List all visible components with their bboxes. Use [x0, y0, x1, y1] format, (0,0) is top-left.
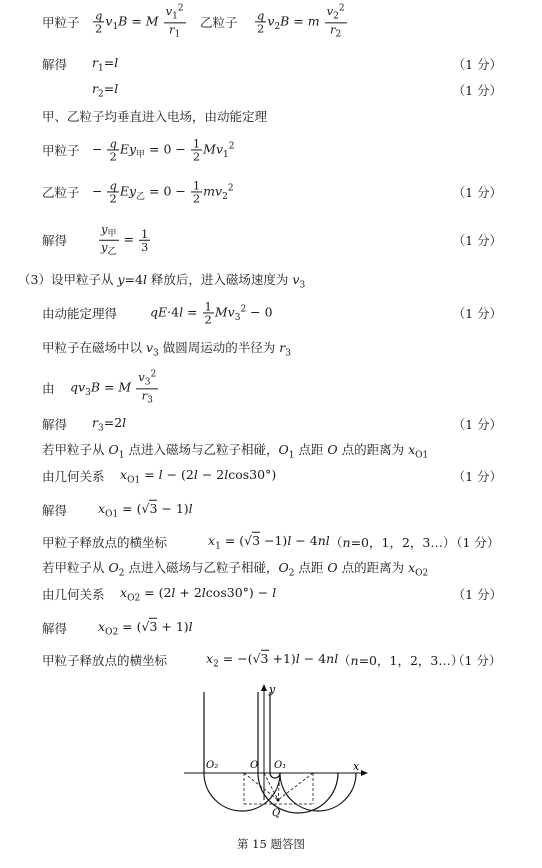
expr-x1: $x_1 = (√3 -1)l - 4nl$ [208, 532, 330, 552]
text-line-4 [0, 106, 542, 126]
eq-line-14 [0, 466, 542, 486]
label-jiede: 解得 [42, 503, 68, 518]
expr-r1: $r_1=l$ [92, 54, 119, 74]
figure-caption: 第 15 题答图 [237, 837, 305, 851]
cond-n: （n=0，1，2，3…） [330, 535, 456, 550]
eq-line-15 [0, 500, 542, 520]
label-o: O [250, 760, 259, 771]
x-arrow [361, 770, 368, 776]
expr-energy-v3: qE·4l = $\frac{1}{2}$ $Mv_3^2 - 0$ [150, 299, 273, 327]
expr-xo1: $x_{O1} = (√3 - 1)l$ [98, 500, 193, 520]
text-line-10 [0, 338, 542, 358]
label-o2: O₂ [206, 760, 219, 771]
dashed-line [264, 773, 278, 800]
text-line-13 [0, 440, 542, 460]
label-jihe: 由几何关系 [42, 469, 105, 484]
cond-n: （n=0，1，2，3…） [338, 653, 464, 668]
score: （1 分） [452, 469, 502, 484]
point-q [277, 799, 280, 802]
eq-line-11 [0, 369, 542, 406]
eq-line-16 [0, 532, 542, 552]
eq-line-19 [0, 618, 542, 638]
label-dongneng: 由动能定理得 [42, 306, 118, 321]
eq-line-7 [0, 221, 542, 257]
expr-xo1-geom: $x_{O1} = l - (2l - 2lcos30^\circ)$ [120, 466, 277, 486]
expr-jia-force: $\frac{q}{2}$ $v_1B = M$ $\frac{v_1^2}{r_1}$ [95, 3, 184, 40]
score: （1 分） [452, 417, 502, 432]
y-arrow [261, 684, 267, 691]
paragraph-o1: 若甲粒子从 $O_1$ 点进入磁场与乙粒子相碰，$O_1$ 点距 O 点的距离为 $x_{O1}$ [42, 441, 429, 461]
expr-qv3b: $qv_3B = M$ $\frac{v_3^2}{r_3}$ [70, 369, 157, 406]
score: （1 分） [452, 185, 502, 200]
expr-r3: $r_3=2l$ [92, 414, 127, 434]
expr-r2: $r_2=l$ [92, 80, 119, 100]
answer-figure [180, 682, 380, 842]
eq-line-6 [0, 178, 542, 206]
eq-line-9 [0, 299, 542, 327]
expr-yi-force: $\frac{q}{2}$ $v_2B = m$ $\frac{v_2^2}{r_2}$ [257, 3, 345, 40]
eq-line-18 [0, 584, 542, 604]
score: （1 分） [450, 535, 500, 550]
eq-line-12 [0, 414, 542, 434]
small-right-arc [280, 773, 356, 811]
text-line-17 [0, 558, 542, 578]
eq-line-2 [0, 54, 542, 74]
y-label: y [269, 683, 276, 696]
label-q: Q [272, 808, 281, 819]
label-jiede: 解得 [42, 233, 68, 248]
score: （1 分） [452, 306, 502, 321]
score: （1 分） [452, 57, 502, 72]
eq-line-1 [0, 3, 542, 40]
x-label: x [353, 760, 360, 773]
label-hengzuobiao: 甲粒子释放点的横坐标 [42, 653, 168, 668]
score: （1 分） [452, 233, 502, 248]
label-jiede: 解得 [42, 417, 68, 432]
paragraph-r3: 甲粒子在磁场中以 $v_3$ 做圆周运动的半径为 $r_3$ [42, 339, 291, 359]
label-jiede: 解得 [42, 57, 68, 72]
eq-line-3 [0, 80, 542, 100]
expr-xo2-geom: $x_{O2} = (2l + 2lcos30^\circ) - l$ [120, 584, 277, 604]
text-line-8 [0, 270, 542, 290]
expr-xo2: $x_{O2} = (√3 + 1)l$ [98, 618, 193, 638]
label-o1: O₁ [274, 760, 287, 771]
eq-line-5 [0, 136, 542, 164]
dashed-line [278, 773, 313, 800]
label-yi: 乙粒子 [42, 185, 80, 200]
label-you: 由 [42, 381, 55, 396]
score: （1 分） [452, 83, 502, 98]
left-arc [204, 692, 280, 811]
expr-x2: $x_2 = -(√3 +1)l - 4nl$ [206, 650, 339, 670]
score: （1 分） [452, 653, 502, 668]
expr-ratio: $\frac{y_甲}{y_乙}$ = $\frac{1}{3}$ [101, 221, 149, 257]
score: （1 分） [452, 587, 502, 602]
eq-line-20 [0, 650, 542, 670]
paragraph-o2: 若甲粒子从 $O_2$ 点进入磁场与乙粒子相碰，$O_2$ 点距 O 点的距离为 $x_{O2}$ [42, 559, 429, 579]
expr-yi-energy: − $\frac{q}{2}$ $Ey_乙 = 0$ − $\frac{1}{2}$ $mv_2^2$ [92, 178, 234, 206]
expr-jia-energy: − $\frac{q}{2}$ $Ey_甲 = 0$ − $\frac{1}{2}$ $Mv_1^2$ [92, 136, 235, 164]
label-jihe: 由几何关系 [42, 587, 105, 602]
paragraph-text: 甲、乙粒子均垂直进入电场，由动能定理 [42, 109, 268, 124]
label-jia: 甲粒子 [42, 143, 80, 158]
label-jiede: 解得 [42, 621, 68, 636]
label-jia: 甲粒子 [42, 15, 80, 30]
label-hengzuobiao: 甲粒子释放点的横坐标 [42, 535, 168, 550]
label-yi: 乙粒子 [200, 15, 238, 30]
paragraph-part3: （3）设甲粒子从 y=4l 释放后，进入磁场速度为 $v_3$ [18, 271, 306, 291]
